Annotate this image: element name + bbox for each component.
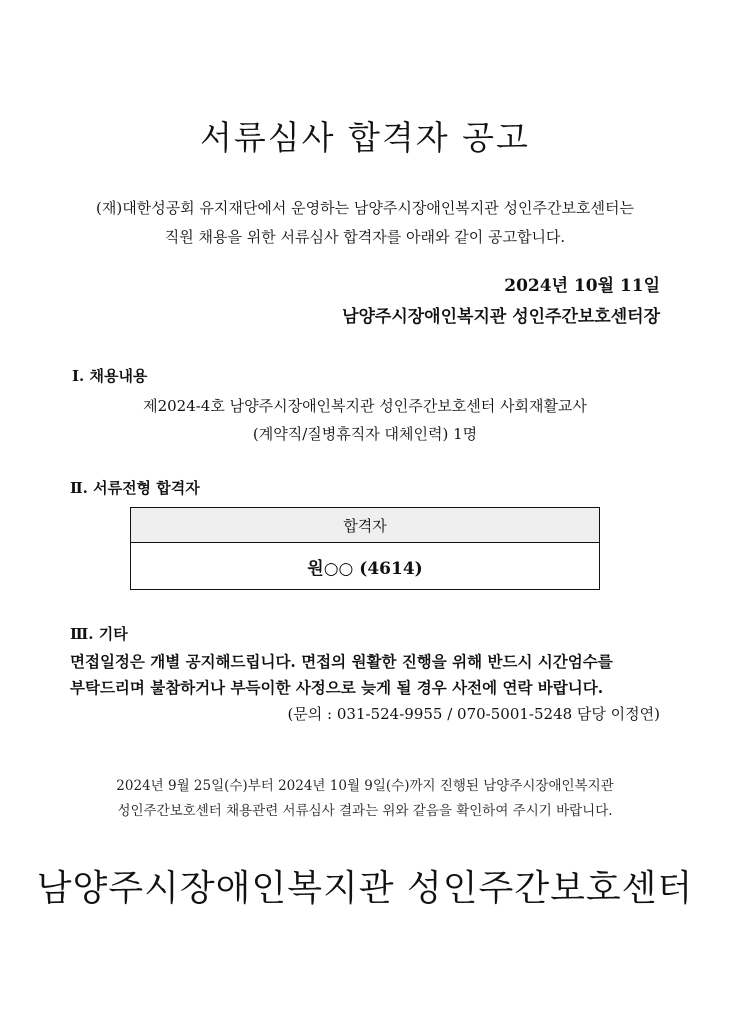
contact-info: (문의 : 031-524-9955 / 070-5001-5248 담당 이정연) bbox=[287, 705, 660, 723]
footer-line: 성인주간보호센터 채용관련 서류심사 결과는 위와 같음을 확인하여 주시기 바랍니다. bbox=[117, 803, 613, 819]
table-row: 원○○ (4614) bbox=[307, 558, 423, 579]
section3-line: 면접일정은 개별 공지해드립니다. 면접의 원활한 진행을 위해 반드시 시간엄수를 bbox=[70, 652, 613, 671]
footer-organization: 남양주시장애인복지관 성인주간보호센터 bbox=[36, 868, 694, 909]
passer-table bbox=[130, 507, 600, 590]
section3-heading: Ⅲ. 기타 bbox=[70, 625, 128, 643]
footer-line: 2024년 9월 25일(수)부터 2024년 10월 9일(수)까지 진행된 남양주시장애인복지관 bbox=[116, 778, 614, 794]
intro-line: (재)대한성공회 유지재단에서 운영하는 남양주시장애인복지관 성인주간보호센터는 bbox=[96, 199, 634, 217]
issuer: 남양주시장애인복지관 성인주간보호센터장 bbox=[342, 307, 660, 327]
section1-line: (계약직/질병휴직자 대체인력) 1명 bbox=[252, 425, 478, 443]
section1-line: 제2024-4호 남양주시장애인복지관 성인주간보호센터 사회재활교사 bbox=[143, 397, 587, 415]
notice-date: 2024년 10월 11일 bbox=[504, 276, 660, 296]
intro-line: 직원 채용을 위한 서류심사 합격자를 아래와 같이 공고합니다. bbox=[164, 228, 566, 246]
section1-heading: Ⅰ. 채용내용 bbox=[72, 367, 148, 385]
page-title: 서류심사 합격자 공고 bbox=[200, 118, 530, 157]
section2-heading: Ⅱ. 서류전형 합격자 bbox=[70, 479, 200, 497]
section3-line: 부탁드리며 불참하거나 부득이한 사정으로 늦게 될 경우 사전에 연락 바랍니다. bbox=[70, 678, 604, 697]
table-header: 합격자 bbox=[131, 508, 600, 543]
